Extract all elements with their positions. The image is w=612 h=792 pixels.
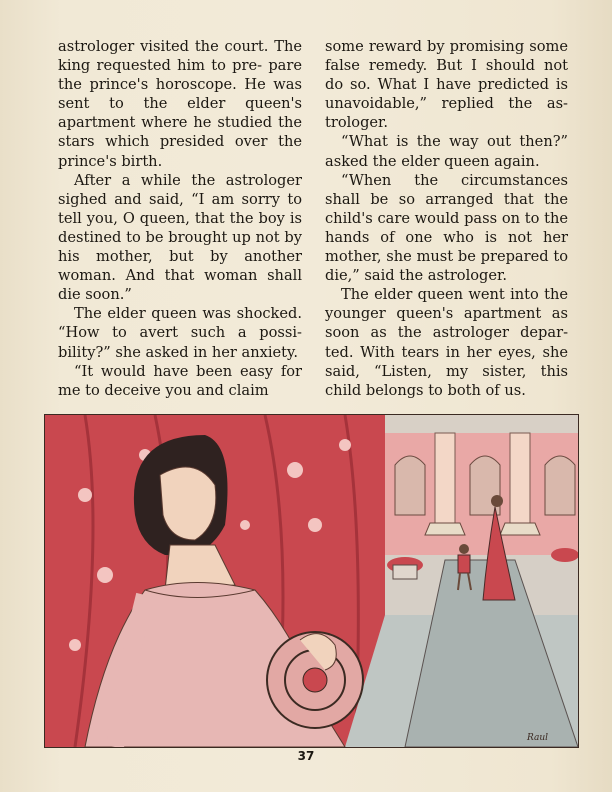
paragraph: The elder queen went into the younger queen's apartment as soon as the astrologer depar- ted. With tears in her eyes, she said, “Listen, my sister, this child belongs to both of us. (325, 286, 568, 399)
child (458, 555, 470, 573)
text-column-right (325, 37, 568, 400)
page-number: 37 (297, 749, 315, 763)
paragraph: some reward by promising some false remedy. But I should not do so. What I have predicted is unavoidable,” replied the as- trologer. (325, 38, 568, 132)
paragraph: “What is the way out then?” asked the elder queen again. (325, 133, 568, 170)
paragraph: “It would have been easy for me to deceive you and claim (58, 362, 302, 399)
paragraph: astrologer visited the court. The king requested him to pre- pare the prince's horoscope. He was sent to the elder queen's apartment where he studied the stars which presided over the prince's birth. (58, 38, 302, 170)
illustration-drawing (45, 415, 578, 747)
paragraph: “When the circumstances shall be so arranged that the child's care would pass on to the hands of one who is not her mother, she must be prepared to die,” said the astrologer. (325, 171, 568, 285)
artist-signature: Raul (527, 733, 549, 743)
text-column-left (58, 37, 302, 400)
paragraph: The elder queen was shocked. “How to avert such a possi- bility?” she asked in her anxiety. (58, 305, 302, 361)
story-illustration (44, 414, 579, 748)
paragraph: After a while the astrologer sighed and said, “I am sorry to tell you, O queen, that the boy is destined to be brought up not by his mother, but by another woman. And that woman shall die soon.” (58, 171, 302, 304)
